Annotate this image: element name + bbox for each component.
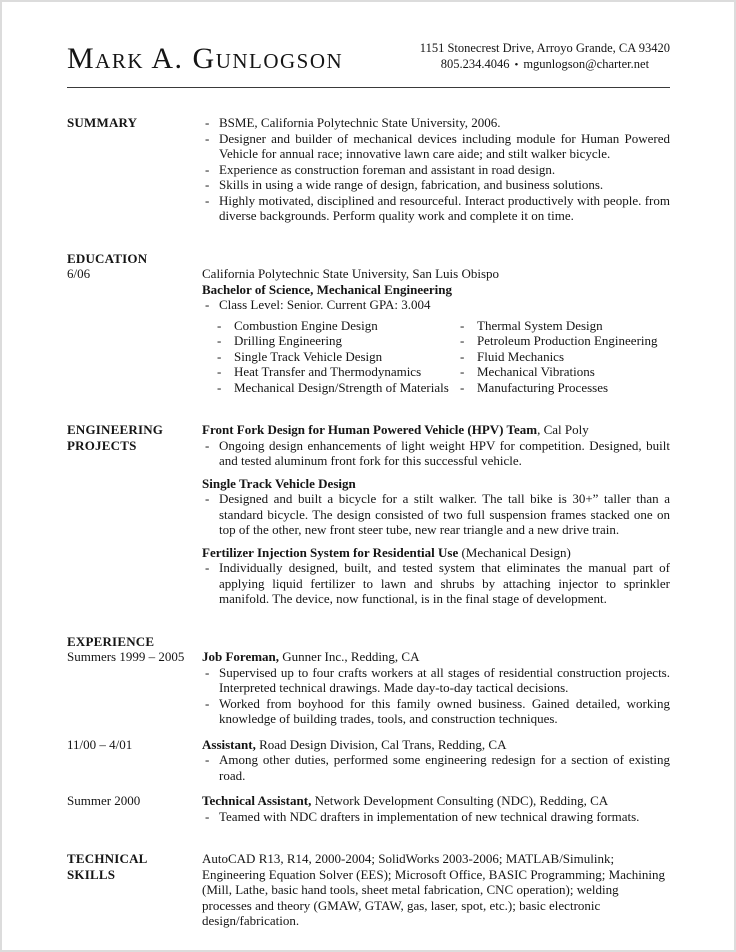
project-title-bold: Fertilizer Injection System for Residential Use xyxy=(202,544,459,560)
summary-heading: SUMMARY xyxy=(67,115,138,130)
job-title xyxy=(202,649,670,665)
degree-name: Bachelor of Science, Mechanical Engineering xyxy=(202,281,452,297)
bullet-text: Among other duties, performed some engineering redesign for a section of existing road. xyxy=(219,752,670,783)
projects-section xyxy=(67,422,670,607)
bullet-dash: - xyxy=(460,379,465,395)
bullet-dash: - xyxy=(205,695,210,711)
bullet-dash: - xyxy=(205,130,210,146)
email-address: mgunlogson@charter.net xyxy=(523,57,650,71)
skills-heading-column xyxy=(67,851,202,929)
bullet-dash: - xyxy=(205,161,210,177)
job-title-bold: Technical Assistant, xyxy=(202,793,312,808)
course-name: Single Track Vehicle Design xyxy=(234,348,383,364)
projects-content xyxy=(202,422,670,607)
summary-bullet xyxy=(202,131,670,162)
summary-bullet xyxy=(202,177,670,193)
bullet-dash: - xyxy=(217,364,222,379)
bullet-dash: - xyxy=(205,491,210,506)
course-item xyxy=(217,364,460,380)
school-name: California Polytechnic State University, San Luis Obispo xyxy=(202,266,500,281)
education-heading: EDUCATION xyxy=(67,250,148,266)
job-title-rest: Gunner Inc., Redding, CA xyxy=(279,649,420,664)
job-date: Summer 2000 xyxy=(67,793,141,808)
bullet-dash: - xyxy=(205,664,210,680)
course-item xyxy=(460,380,670,396)
bullet-dash: - xyxy=(460,364,465,379)
bullet-text: BSME, California Polytechnic State University, 2006. xyxy=(219,115,501,130)
job-bullet xyxy=(202,809,670,825)
job-title xyxy=(202,737,670,753)
bullet-dash: - xyxy=(205,808,210,824)
course-item xyxy=(460,349,670,365)
project-item xyxy=(202,422,670,469)
bullet-text: Individually designed, built, and tested system that eliminates the manual part of applying liquid fertilizer to lawn and shrubs by attaching injector to sprinkler manifold. The device, now functional, is in the final stage of development. xyxy=(219,560,670,606)
bullet-text: Class Level: Senior. Current GPA: 3.004 xyxy=(219,297,431,312)
person-name: Mark A. Gunlogson xyxy=(67,42,344,75)
project-title-bold: Front Fork Design for Human Powered Vehicle (HPV) Team xyxy=(202,422,538,437)
bullet-text: Worked from boyhood for this family owned business. Gained detailed, working knowledge of building trades, tools, and construction techniques. xyxy=(219,695,670,726)
course-item xyxy=(217,380,460,396)
course-name: Mechanical Vibrations xyxy=(477,364,595,379)
resume-header xyxy=(67,40,670,88)
course-item xyxy=(217,318,460,334)
bullet-dash: - xyxy=(217,317,222,333)
bullet-dash: - xyxy=(217,348,222,364)
course-name: Thermal System Design xyxy=(477,317,603,333)
course-column-left xyxy=(217,318,460,396)
bullet-dash: - xyxy=(205,115,210,130)
course-name: Mechanical Design/Strength of Materials xyxy=(234,379,449,395)
project-bullet xyxy=(202,560,670,607)
experience-section xyxy=(67,634,670,825)
course-item xyxy=(460,364,670,380)
bullet-text: Designed and built a bicycle for a stilt walker. The tall bike is 30+” taller than a standard bicycle. The design consisted of two full suspension frames stacked one on top of the other, new front steer tube, new rear triangle and a new drive train. xyxy=(219,491,670,537)
bullet-text: Designer and builder of mechanical devices including module for Human Powered Vehicle for annual race; innovative lawn care aide; and stilt walker bicycle. xyxy=(219,130,670,161)
skills-content xyxy=(202,851,670,929)
job-bullet xyxy=(202,696,670,727)
bullet-text: Skills in using a wide range of design, fabrication, and business solutions. xyxy=(219,177,604,192)
project-title-rest: (Mechanical Design) xyxy=(458,544,571,560)
education-date: 6/06 xyxy=(67,266,91,281)
job-title xyxy=(202,793,670,809)
summary-section xyxy=(67,115,670,224)
job-date-column xyxy=(67,793,202,824)
bullet-dash: - xyxy=(460,348,465,364)
job-content xyxy=(202,649,670,727)
education-detail xyxy=(202,297,670,313)
bullet-dash: - xyxy=(205,177,210,192)
bullet-text: Ongoing design enhancements of light weight HPV for competition. Designed, built and tested aluminum front fork for this successful vehicle. xyxy=(219,437,670,468)
summary-heading-column xyxy=(67,115,202,224)
project-item xyxy=(202,545,670,607)
job-content xyxy=(202,737,670,784)
course-column-right xyxy=(460,318,670,396)
job-content xyxy=(202,793,670,824)
address-line: 1151 Stonecrest Drive, Arroyo Grande, CA 93420 xyxy=(419,41,670,55)
bullet-dash: - xyxy=(205,752,210,767)
course-list xyxy=(202,318,670,396)
job-bullet xyxy=(202,752,670,783)
course-name: Heat Transfer and Thermodynamics xyxy=(234,364,422,379)
summary-content xyxy=(202,115,670,224)
skills-text: AutoCAD R13, R14, 2000-2004; SolidWorks 2003-2006; MATLAB/Simulink; Engineering Equation Solver (EES); Microsoft Office, BASIC Programming; Machining (Mill, Lathe, basic hand tools, sheet metal fabrication, CNC operation); welding processes and theory (GMAW, GTAW, gas, laser, spot, etc.); basic electronic design/fabrication. xyxy=(202,851,665,928)
phone-email-line xyxy=(420,56,670,73)
job-title-rest: Network Development Consulting (NDC), Redding, CA xyxy=(311,793,609,808)
project-title xyxy=(202,545,670,561)
project-item xyxy=(202,476,670,538)
bullet-dash: - xyxy=(205,560,210,575)
job-bullet xyxy=(202,665,670,696)
bullet-text: Teamed with NDC drafters in implementation of new technical drawing formats. xyxy=(219,808,640,824)
job-date-column xyxy=(67,649,202,727)
project-title xyxy=(202,422,670,438)
job-date: Summers 1999 – 2005 xyxy=(67,649,185,664)
contact-block xyxy=(420,40,670,76)
course-item xyxy=(217,333,460,349)
phone-number: 805.234.4046 xyxy=(440,57,510,71)
projects-heading-column xyxy=(67,422,202,607)
project-bullet xyxy=(202,438,670,469)
summary-bullet xyxy=(202,162,670,178)
bullet-text: Highly motivated, disciplined and resourceful. Interact productively with people. from diverse backgrounds. Perform quality work and complete it on time. xyxy=(219,192,670,223)
bullet-dash: - xyxy=(460,317,465,333)
project-title xyxy=(202,476,670,492)
bullet-text: Supervised up to four crafts workers at all stages of residential construction projects. Interpreted technical drawings. Made day-to-day tactical decisions. xyxy=(219,664,670,695)
separator-dot: • xyxy=(514,59,519,71)
job-date-column xyxy=(67,737,202,784)
bullet-dash: - xyxy=(205,297,210,312)
course-item xyxy=(217,349,460,365)
job-item xyxy=(67,793,670,824)
bullet-dash: - xyxy=(205,192,210,208)
bullet-dash: - xyxy=(205,437,210,453)
education-heading-column xyxy=(67,251,202,396)
education-content xyxy=(202,251,670,396)
course-name: Combustion Engine Design xyxy=(234,317,378,333)
job-item xyxy=(67,649,670,727)
job-title-bold: Job Foreman, xyxy=(202,649,280,664)
projects-heading: ENGINEERING PROJECTS xyxy=(67,422,164,453)
bullet-dash: - xyxy=(217,333,222,348)
education-section xyxy=(67,251,670,396)
course-item xyxy=(460,333,670,349)
course-name: Fluid Mechanics xyxy=(477,348,565,364)
summary-bullet xyxy=(202,115,670,131)
course-name: Petroleum Production Engineering xyxy=(477,333,658,348)
bullet-text: Experience as construction foreman and assistant in road design. xyxy=(219,161,556,177)
job-date: 11/00 – 4/01 xyxy=(67,736,133,752)
course-item xyxy=(460,318,670,334)
summary-bullet xyxy=(202,193,670,224)
project-bullet xyxy=(202,491,670,538)
job-title-rest: Road Design Division, Cal Trans, Redding, CA xyxy=(255,736,507,752)
skills-heading: TECHNICAL SKILLS xyxy=(67,851,147,882)
project-title-rest: , Cal Poly xyxy=(537,422,589,437)
skills-section xyxy=(67,851,670,929)
job-title-bold: Assistant, xyxy=(202,736,256,752)
experience-heading: EXPERIENCE xyxy=(67,633,155,649)
course-name: Drilling Engineering xyxy=(234,333,342,348)
course-name: Manufacturing Processes xyxy=(477,379,609,395)
project-title-bold: Single Track Vehicle Design xyxy=(202,475,356,491)
bullet-dash: - xyxy=(460,333,465,348)
bullet-dash: - xyxy=(217,379,222,395)
job-item xyxy=(67,737,670,784)
